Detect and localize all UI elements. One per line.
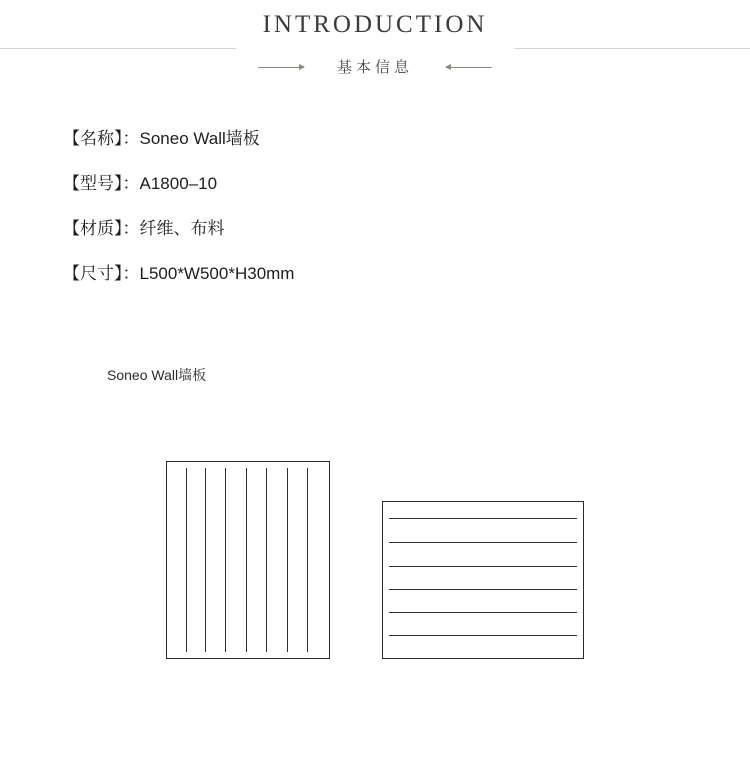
figure-caption: Soneo Wall墙板 [107, 367, 207, 383]
page-title: INTRODUCTION [262, 11, 488, 38]
spec-row-model [63, 173, 294, 195]
page-subtitle: 基本信息 [336, 59, 413, 76]
groove-line [205, 468, 206, 652]
spec-value-material: 纤维、布料 [139, 219, 225, 238]
groove-line [307, 468, 308, 652]
groove-line [389, 635, 577, 636]
spec-value-name: Soneo Wall墙板 [139, 129, 260, 148]
spec-row-name [63, 128, 294, 150]
spec-label-material: 【材质】： [63, 219, 140, 238]
spec-label-name: 【名称】： [63, 129, 140, 148]
groove-line [389, 589, 577, 590]
groove-line [225, 468, 226, 652]
vertical-groove-panel [166, 461, 330, 659]
spec-value-model: A1800–10 [139, 174, 218, 193]
spec-value-size: L500*W500*H30mm [139, 264, 295, 283]
groove-line [389, 566, 577, 567]
groove-line [266, 468, 267, 652]
spec-row-material [63, 218, 294, 240]
horizontal-groove-panel [382, 501, 584, 659]
groove-line [389, 612, 577, 613]
spec-label-model: 【型号】： [63, 174, 140, 193]
arrow-right-icon [258, 67, 304, 68]
spec-label-size: 【尺寸】： [63, 264, 140, 283]
header-divider [0, 48, 750, 49]
header-subtitle-row [0, 55, 750, 81]
product-spec-list [63, 128, 294, 308]
divider-line-left [0, 48, 236, 49]
panel-outline [166, 461, 330, 659]
page-header [0, 0, 750, 81]
divider-line-right [514, 48, 750, 49]
spec-row-size [63, 263, 294, 285]
groove-line [246, 468, 247, 652]
groove-line [389, 542, 577, 543]
groove-line [389, 518, 577, 519]
arrow-left-icon [446, 67, 492, 68]
groove-line [186, 468, 187, 652]
groove-line [287, 468, 288, 652]
